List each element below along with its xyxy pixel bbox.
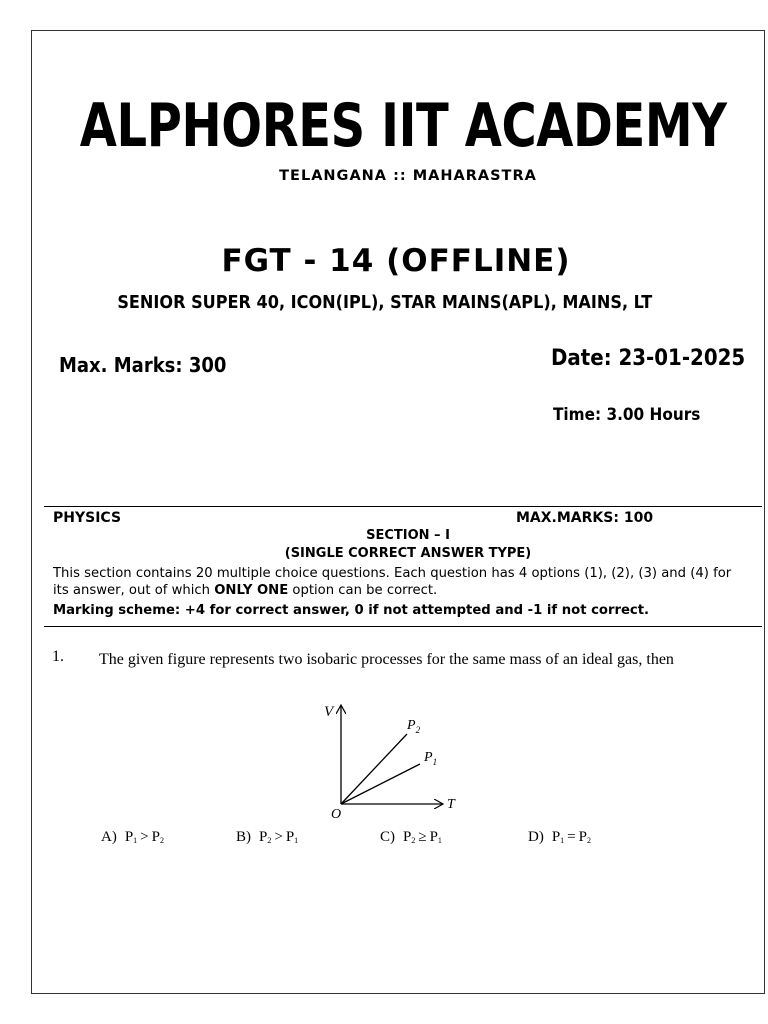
instructions-text: This section contains 20 multiple choice questions. Each question has 4 options (1), (2), (3) and (4) for its answer, out of which <box>53 566 732 598</box>
option-term: P <box>429 829 438 845</box>
option-relation: = <box>567 829 576 845</box>
option-letter: B) <box>236 829 251 845</box>
p2-subscript: 2 <box>415 725 421 735</box>
option-term: P <box>578 829 587 845</box>
p1-letter: P <box>424 750 433 765</box>
option-subscript: 1 <box>294 836 299 845</box>
instructions-text-end: option can be correct. <box>288 583 438 598</box>
p1-subscript: 1 <box>432 757 438 767</box>
option-relation: ≥ <box>418 829 427 845</box>
institute-name: ALPHORES IIT ACADEMY <box>79 91 727 161</box>
option-letter: D) <box>528 829 544 845</box>
isobar-p2-line <box>341 734 407 804</box>
section-type: (SINGLE CORRECT ANSWER TYPE) <box>284 546 532 561</box>
isobar-p1-line <box>341 764 420 804</box>
option-d[interactable] <box>528 826 591 852</box>
option-term: P <box>285 829 295 845</box>
exam-title: FGT - 14 (OFFLINE) <box>221 243 571 279</box>
branches-line: TELANGANA :: MAHARASTRA <box>279 168 537 184</box>
option-subscript: 2 <box>267 836 272 845</box>
instructions-emphasis: ONLY ONE <box>214 583 289 598</box>
option-c[interactable] <box>380 826 442 852</box>
option-term: P <box>551 829 561 845</box>
option-term: P <box>403 829 412 845</box>
option-relation: > <box>274 829 283 845</box>
option-term: P <box>151 829 160 845</box>
batches-line: SENIOR SUPER 40, ICON(IPL), STAR MAINS(APL), MAINS, LT <box>117 293 653 313</box>
option-subscript: 2 <box>411 836 416 845</box>
max-marks: Max. Marks: 300 <box>59 353 227 377</box>
subject-name: PHYSICS <box>53 510 122 526</box>
option-subscript: 1 <box>560 836 565 845</box>
isobaric-vt-graph <box>318 700 466 820</box>
section-name: SECTION – I <box>366 528 450 543</box>
p2-letter: P <box>407 718 416 733</box>
t-axis-label: T <box>447 797 455 812</box>
question-text: The given figure represents two isobaric processes for the same mass of an ideal gas, then <box>99 651 674 668</box>
section-top-rule <box>44 506 762 507</box>
option-term: P <box>124 829 134 845</box>
option-subscript: 1 <box>437 836 442 845</box>
option-letter: A) <box>101 829 117 845</box>
option-a[interactable] <box>101 826 164 852</box>
section-instructions <box>53 565 733 599</box>
option-subscript: 1 <box>133 836 138 845</box>
option-subscript: 2 <box>586 836 591 845</box>
option-letter: C) <box>380 829 395 845</box>
section-bottom-rule <box>44 626 762 627</box>
origin-label: O <box>331 807 342 820</box>
question-number: 1. <box>52 648 64 665</box>
p2-label <box>406 718 421 735</box>
exam-time: Time: 3.00 Hours <box>553 405 701 425</box>
p1-label <box>423 750 437 767</box>
option-relation: > <box>140 829 149 845</box>
exam-date: Date: 23-01-2025 <box>551 346 746 371</box>
option-b[interactable] <box>236 826 298 852</box>
option-subscript: 2 <box>159 836 164 845</box>
subject-max-marks: MAX.MARKS: 100 <box>516 510 654 526</box>
v-axis-label: V <box>324 704 334 720</box>
marking-scheme: Marking scheme: +4 for correct answer, 0 if not attempted and -1 if not correct. <box>53 603 650 618</box>
option-term: P <box>259 829 268 845</box>
